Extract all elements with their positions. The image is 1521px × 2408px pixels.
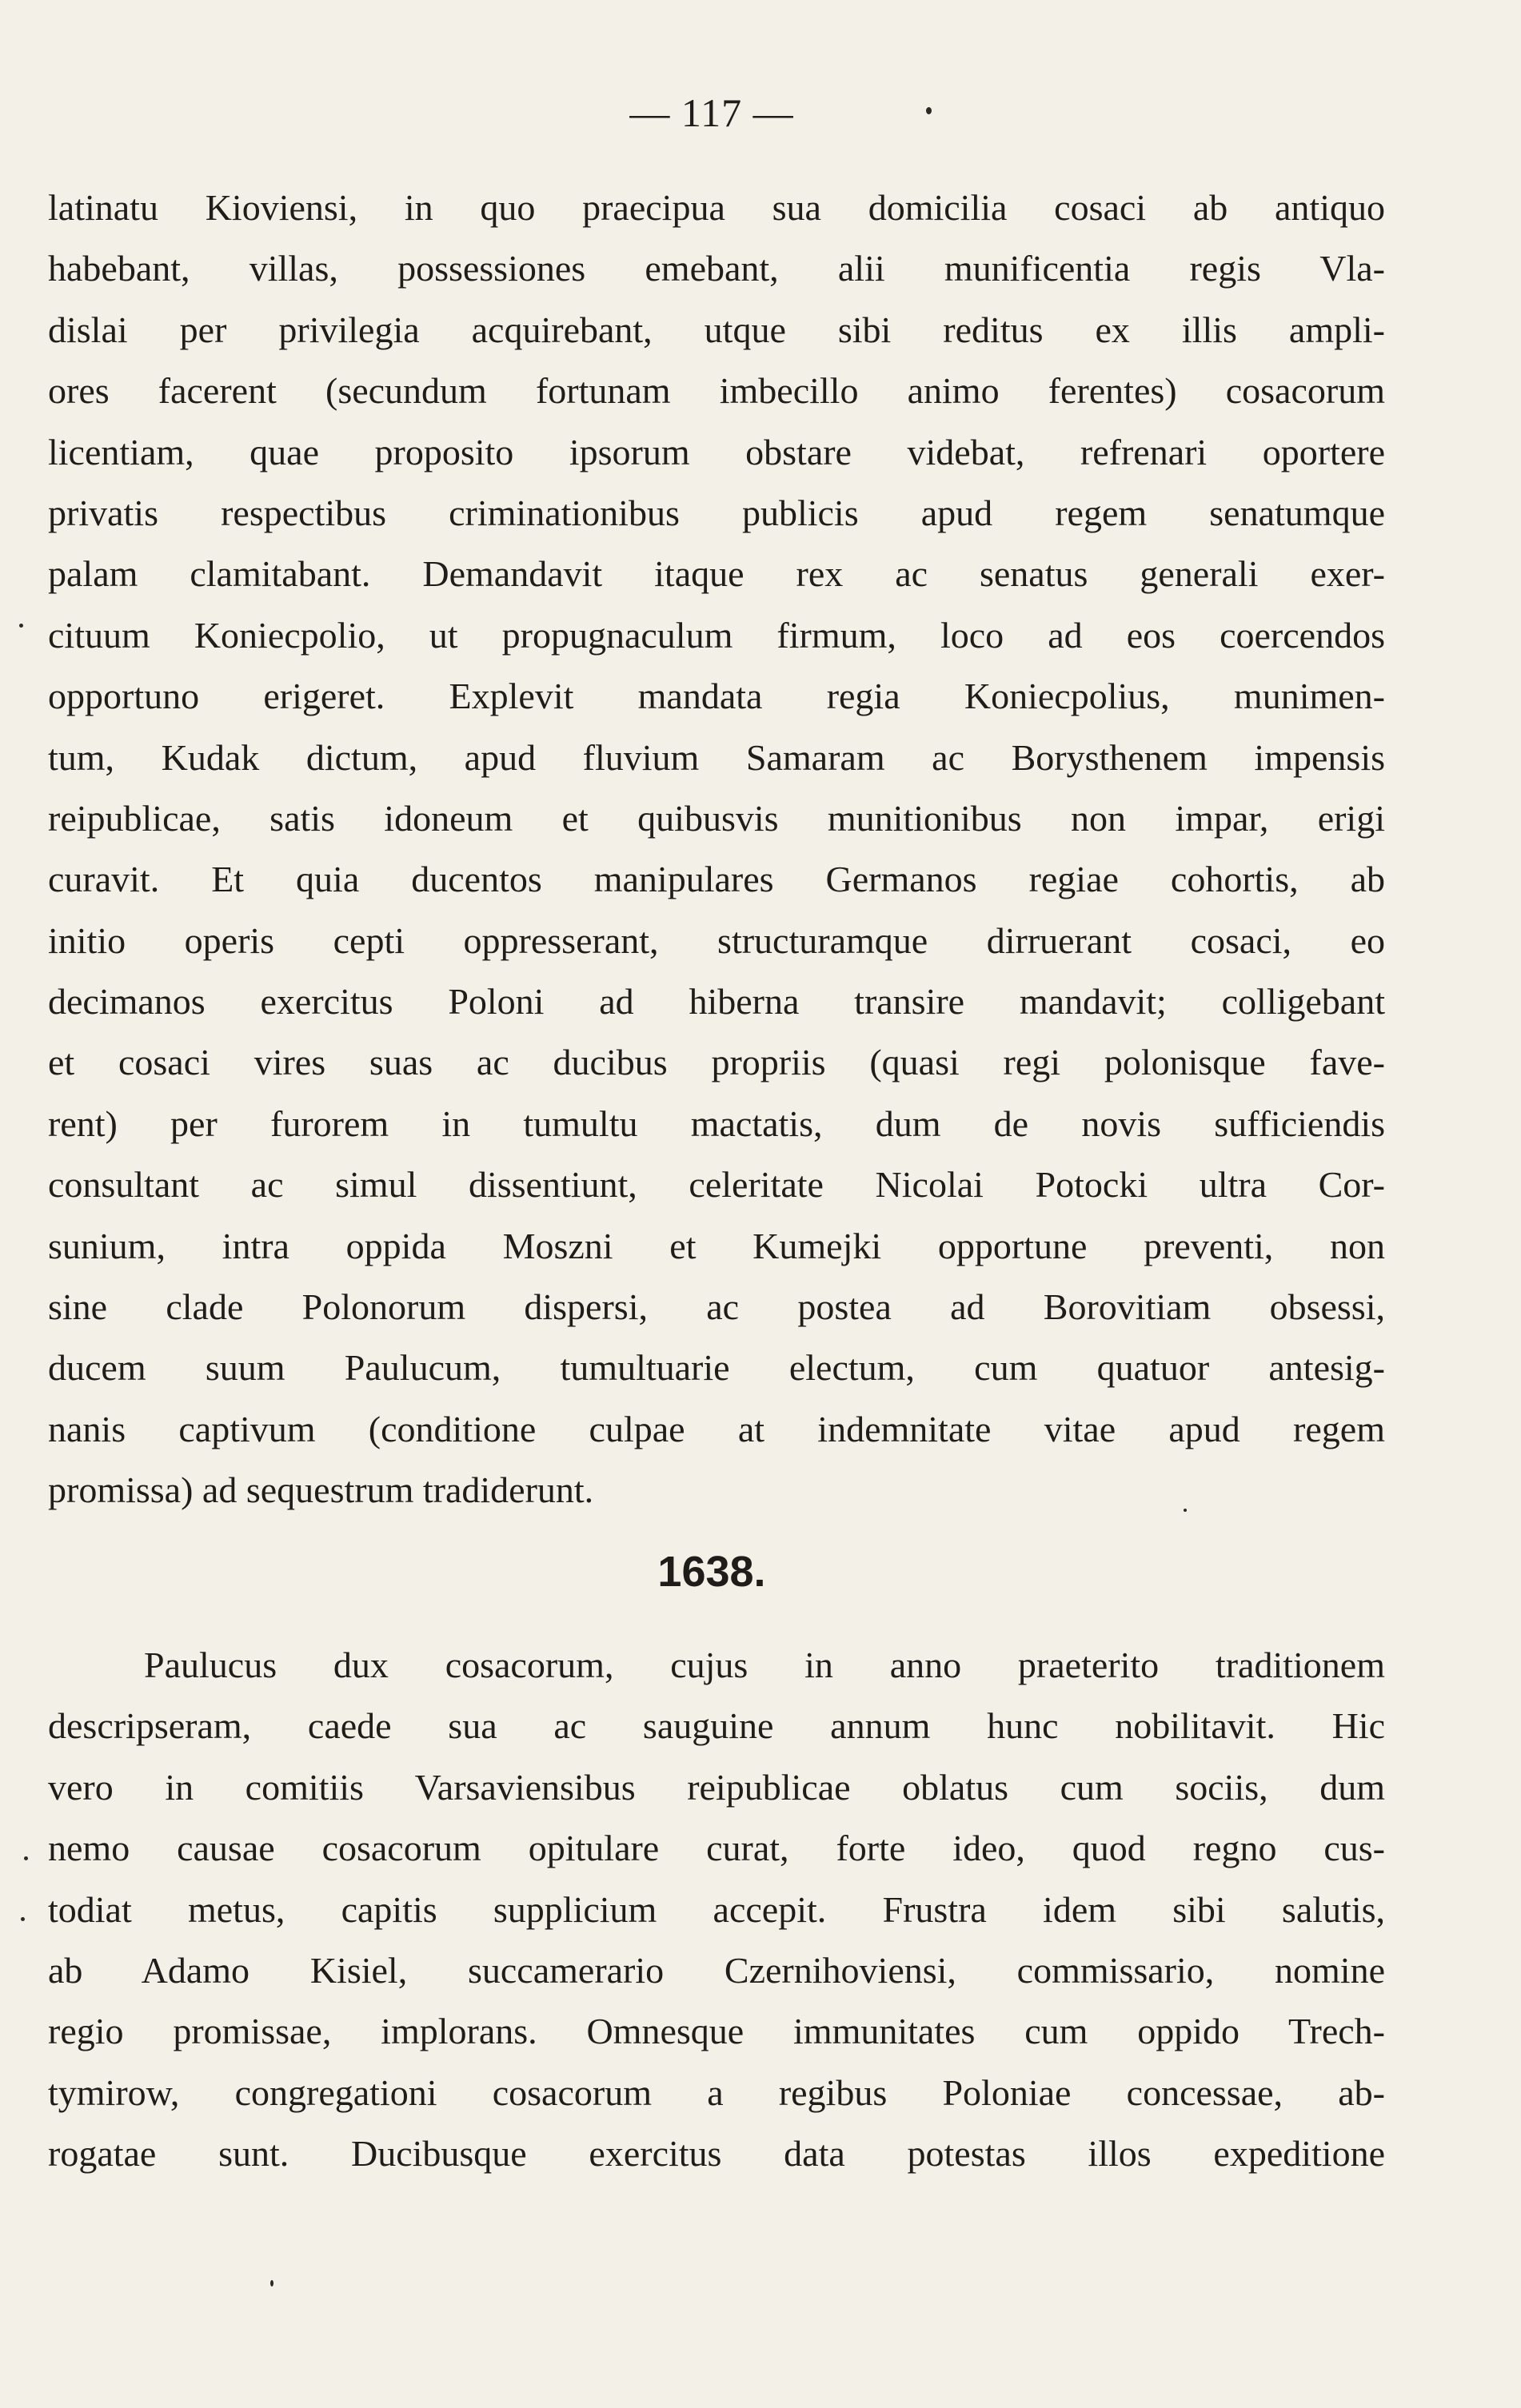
text-line: initio operis cepti oppresserant, structuramque dirruerant cosaci, eo <box>48 919 1385 961</box>
text-line: sunium, intra oppida Moszni et Kumejki opportune preventi, non <box>48 1225 1385 1266</box>
text-line: regio promissae, implorans. Omnesque immunitates cum oppido Trech- <box>48 2011 1385 2052</box>
text-line: descripseram, caede sua ac sauguine annum hunc nobilitavit. Hic <box>48 1705 1385 1747</box>
text-line: cituum Koniecpolio, ut propugnaculum firmum, loco ad eos coercendos <box>48 614 1385 656</box>
text-line: opportuno erigeret. Explevit mandata regia Koniecpolius, munimen- <box>48 676 1385 717</box>
text-line: curavit. Et quia ducentos manipulares Germanos regiae cohortis, ab <box>48 859 1385 900</box>
print-speck <box>19 624 23 628</box>
text-line: Paulucus dux cosacorum, cujus in anno praeterito traditionem <box>144 1645 1385 1685</box>
print-speck <box>1184 1509 1187 1512</box>
text-line: dislai per privilegia acquirebant, utque sibi reditus ex illis ampli- <box>48 309 1385 350</box>
text-line: latinatu Kioviensi, in quo praecipua sua domicilia cosaci ab antiquo <box>48 187 1385 228</box>
text-line: vero in comitiis Varsaviensibus reipublicae oblatus cum sociis, dum <box>48 1766 1385 1808</box>
print-speck <box>270 2280 273 2286</box>
text-line: consultant ac simul dissentiunt, celeritate Nicolai Potocki ultra Cor- <box>48 1164 1385 1206</box>
print-speck <box>21 1917 25 1921</box>
text-line: ab Adamo Kisiel, succamerario Czernihoviensi, commissario, nomine <box>48 1949 1385 1991</box>
year-heading: 1638. <box>657 1548 766 1596</box>
text-line: rent) per furorem in tumultu mactatis, dum de novis sufficiendis <box>48 1102 1385 1144</box>
text-line: rogatae sunt. Ducibusque exercitus data potestas illos expeditione <box>48 2133 1385 2175</box>
page-number: — 117 — <box>629 90 794 135</box>
text-line: nemo causae cosacorum opitulare curat, forte ideo, quod regno cus- <box>48 1828 1385 1869</box>
text-line: licentiam, quae proposito ipsorum obstare videbat, refrenari oportere <box>48 431 1385 472</box>
text-line: sine clade Polonorum dispersi, ac postea ad Borovitiam obsessi, <box>48 1286 1385 1328</box>
print-speck <box>24 1856 28 1860</box>
text-line: tymirow, congregationi cosacorum a regibus Poloniae concessae, ab- <box>48 2071 1385 2113</box>
text-line: privatis respectibus criminationibus publicis apud regem senatumque <box>48 492 1385 533</box>
text-line: todiat metus, capitis supplicium accepit. Frustra idem sibi salutis, <box>48 1888 1385 1930</box>
text-line: palam clamitabant. Demandavit itaque rex ac senatus generali exer- <box>48 553 1385 595</box>
paragraph-2 <box>48 1635 1385 2185</box>
text-line: habebant, villas, possessiones emebant, alii munificentia regis Vla- <box>48 248 1385 289</box>
text-line: promissa) ad sequestrum tradiderunt. <box>48 1469 594 1511</box>
text-line: decimanos exercitus Poloni ad hiberna transire mandavit; colligebant <box>48 981 1385 1023</box>
text-line: ducem suum Paulucum, tumultuarie electum, cum quatuor antesig- <box>48 1347 1385 1389</box>
print-speck <box>926 107 932 114</box>
text-line: tum, Kudak dictum, apud fluvium Samaram ac Borysthenem impensis <box>48 736 1385 778</box>
text-line: nanis captivum (conditione culpae at indemnitate vitae apud regem <box>48 1408 1385 1449</box>
text-line: et cosaci vires suas ac ducibus propriis (quasi regi polonisque fave- <box>48 1042 1385 1083</box>
paragraph-1 <box>48 177 1385 1521</box>
text-line: ores facerent (secundum fortunam imbecillo animo ferentes) cosacorum <box>48 370 1385 412</box>
text-line: reipublicae, satis idoneum et quibusvis munitionibus non impar, erigi <box>48 797 1385 839</box>
